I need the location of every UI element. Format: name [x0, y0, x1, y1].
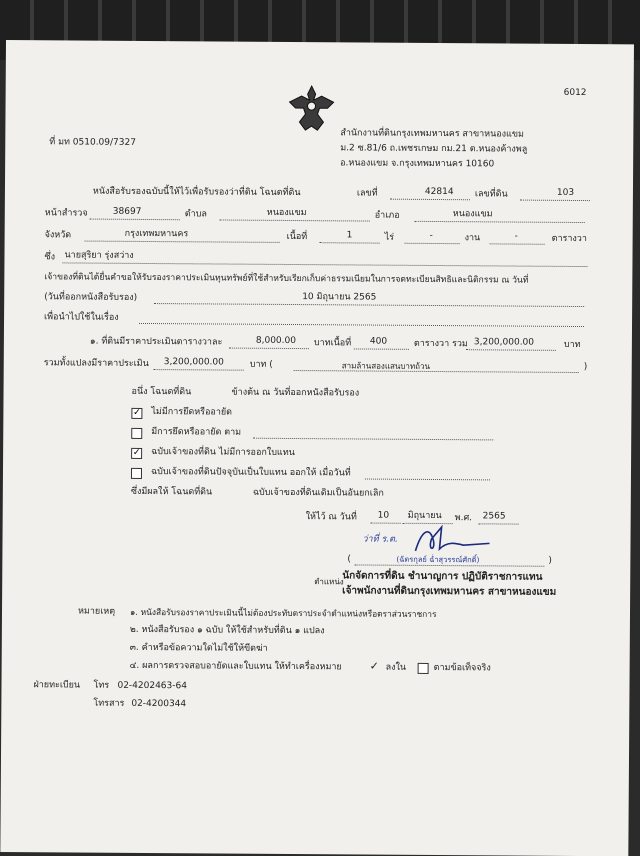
also-label-2: ข้างต้น ณ วันที่ออกหนังสือรับรอง — [231, 387, 360, 399]
total-value: 3,200,000.00 — [473, 337, 535, 348]
wa-value: - — [514, 231, 518, 242]
note-1: ๑. หนังสือรับรองราคาประเมินนี้ไม่ต้องประทับตราประจำตำแหน่งหรือตราส่วนราชการ — [129, 606, 437, 620]
document-page — [0, 40, 634, 856]
land-no-label: เลขที่ดิน — [474, 189, 508, 200]
area-label: เนื้อที่ — [286, 231, 308, 243]
effect-line-2: ฉบับเจ้าของที่ดินเดิมเป็นอันยกเลิก — [252, 487, 384, 499]
wa-label: ตารางวา — [551, 233, 587, 245]
owner-label: ซึ่ง — [44, 252, 56, 263]
check-has-seizure-label: มีการยึดหรืออายัด ตาม — [151, 427, 242, 438]
also-label: อนึ่ง โฉนดที่ดิน — [131, 386, 192, 398]
contact-dept: ฝ่ายทะเบียน — [33, 680, 81, 691]
check-has-seizure[interactable] — [131, 428, 142, 439]
baht-label: บาท — [563, 339, 581, 351]
check-no-replacement[interactable]: ✓ — [132, 447, 141, 458]
reference-number: ที่ มท 0510.09/7327 — [49, 137, 137, 148]
issue-date-value: 10 มิถุนายน 2565 — [302, 292, 377, 303]
survey-value: 38697 — [112, 206, 142, 217]
note-4: ๔. ผลการตรวจสอบอายัดและใบแทน ให้ทำเครื่องหมาย — [129, 660, 342, 673]
check-replacement[interactable] — [131, 468, 142, 479]
garuda-emblem-icon — [283, 82, 339, 138]
office-line-1: สำนักงานที่ดินกรุงเทพมหานคร สาขาหนองแขม — [340, 128, 524, 140]
sum-value: 3,200,000.00 — [163, 357, 224, 368]
fax-value: 02-4200344 — [131, 698, 187, 710]
effect-line-1: ซึ่งมีผลให้ โฉนดที่ดิน — [130, 486, 213, 498]
note-4-box — [418, 663, 429, 674]
office-line-2: ม.2 ซ.81/6 ถ.เพชรเกษม กม.21 ต.หนองค้างพลู — [340, 143, 528, 155]
lekthi-label: เลขที่ — [356, 188, 378, 199]
note-4-option-2: ตามข้อเท็จจริง — [433, 663, 491, 674]
price-item-label: ๑. ที่ดินมีราคาประเมินตารางวาละ — [89, 336, 223, 348]
owner-request-line: เจ้าของที่ดินได้ยื่นคำขอให้รับรองราคาประเมินทุนทรัพย์ที่ใช้สำหรับเรียกเก็บค่าธรรมเนียมในการจดทะเบียนสิทธิและนิติกรรม ณ วันที่ — [44, 272, 529, 286]
office-line-3: อ.หนองแขม จ.กรุงเทพมหานคร 10160 — [340, 158, 495, 170]
tel-label: โทร — [93, 680, 110, 691]
province-label: จังหวัด — [44, 230, 72, 241]
lekthi-value: 42814 — [424, 186, 454, 198]
note-3: ๓. คำหรือข้อความใดไม่ใช้ให้ขีดฆ่า — [129, 642, 268, 654]
owner-value: นายสุริยา รุ่งสว่าง — [64, 250, 134, 261]
land-no-value: 103 — [556, 187, 575, 198]
survey-label: หน้าสำรวจ — [44, 208, 88, 219]
tambon-value: หนองแขม — [266, 207, 307, 219]
note-2: ๒. หนังสือรับรอง ๑ ฉบับ ให้ใช้สำหรับที่ดิน ๑ แปลง — [129, 624, 325, 637]
ngan-value: - — [429, 230, 433, 241]
check-no-replacement-label: ฉบับเจ้าของที่ดิน ไม่มีการออกใบแทน — [151, 447, 295, 459]
given-month: มิถุนายน — [407, 510, 442, 522]
sum-baht-label: บาท ( — [249, 359, 273, 370]
amphoe-label: อำเภอ — [374, 210, 400, 221]
doc-code: 6012 — [563, 87, 587, 99]
signer-close-paren: ) — [548, 555, 552, 566]
given-be-label: พ.ศ. — [454, 513, 473, 524]
note-4-option-1: ลงใน — [385, 662, 407, 673]
position-line-2: เจ้าพนักงานที่ดินกรุงเทพมหานคร สาขาหนองแขม — [342, 585, 557, 598]
amphoe-value: หนองแขม — [452, 209, 493, 220]
sum-label: รวมทั้งแปลงมีราคาประเมิน — [43, 358, 149, 370]
position-label: ตำแหน่ง — [314, 577, 344, 587]
certify-label: หนังสือรับรองฉบับนี้ให้ไว้เพื่อรับรองว่าที่ดิน โฉนดที่ดิน — [92, 186, 301, 199]
signer-open-paren: ( — [347, 554, 351, 565]
check-no-seizure[interactable]: ✓ — [133, 407, 141, 418]
ngan-label: งาน — [464, 233, 481, 244]
signer-name: (ฉัตรกุลย์ ฉ่ำสุวรรณ์ศักดิ์) — [396, 554, 480, 565]
close-paren: ) — [583, 362, 588, 373]
fax-label: โทรสาร — [93, 698, 125, 709]
given-year: 2565 — [482, 511, 506, 522]
check-no-seizure-label: ไม่มีการยึดหรืออายัด — [151, 407, 233, 418]
sum-words: สามล้านสองแสนบาทถ้วน — [341, 361, 431, 371]
tel-value: 02-4202463-64 — [117, 680, 188, 692]
tambon-label: ตำบล — [184, 209, 207, 220]
notes-label: หมายเหตุ — [77, 606, 116, 617]
check-replacement-label: ฉบับเจ้าของที่ดินปัจจุบันเป็นใบแทน ออกให้ เมื่อวันที่ — [150, 467, 351, 479]
baht-x-label: บาทเนื้อที่ — [313, 338, 352, 349]
given-day: 10 — [377, 510, 390, 521]
total-wa-label: ตารางวา รวม — [413, 338, 468, 350]
given-label: ให้ไว้ ณ วันที่ — [305, 512, 357, 523]
province-value: กรุงเทพมหานคร — [124, 228, 189, 240]
area-wa-value: 400 — [369, 336, 388, 347]
signature-scribble — [407, 521, 497, 558]
purpose-label: เพื่อนำไปใช้ในเรื่อง — [44, 312, 119, 323]
rai-label: ไร่ — [384, 232, 395, 243]
issue-date-label: (วันที่ออกหนังสือรับรอง) — [44, 292, 138, 303]
note-4-check: ✓ — [369, 659, 379, 673]
position-line-1: นักจัดการที่ดิน ชำนาญการ ปฏิบัติราชการแทน — [342, 570, 543, 583]
price-per-wa: 8,000.00 — [255, 335, 297, 347]
signer-rubber: ว่าที่ ร.ต. — [362, 534, 398, 545]
rai-value: 1 — [346, 230, 353, 241]
